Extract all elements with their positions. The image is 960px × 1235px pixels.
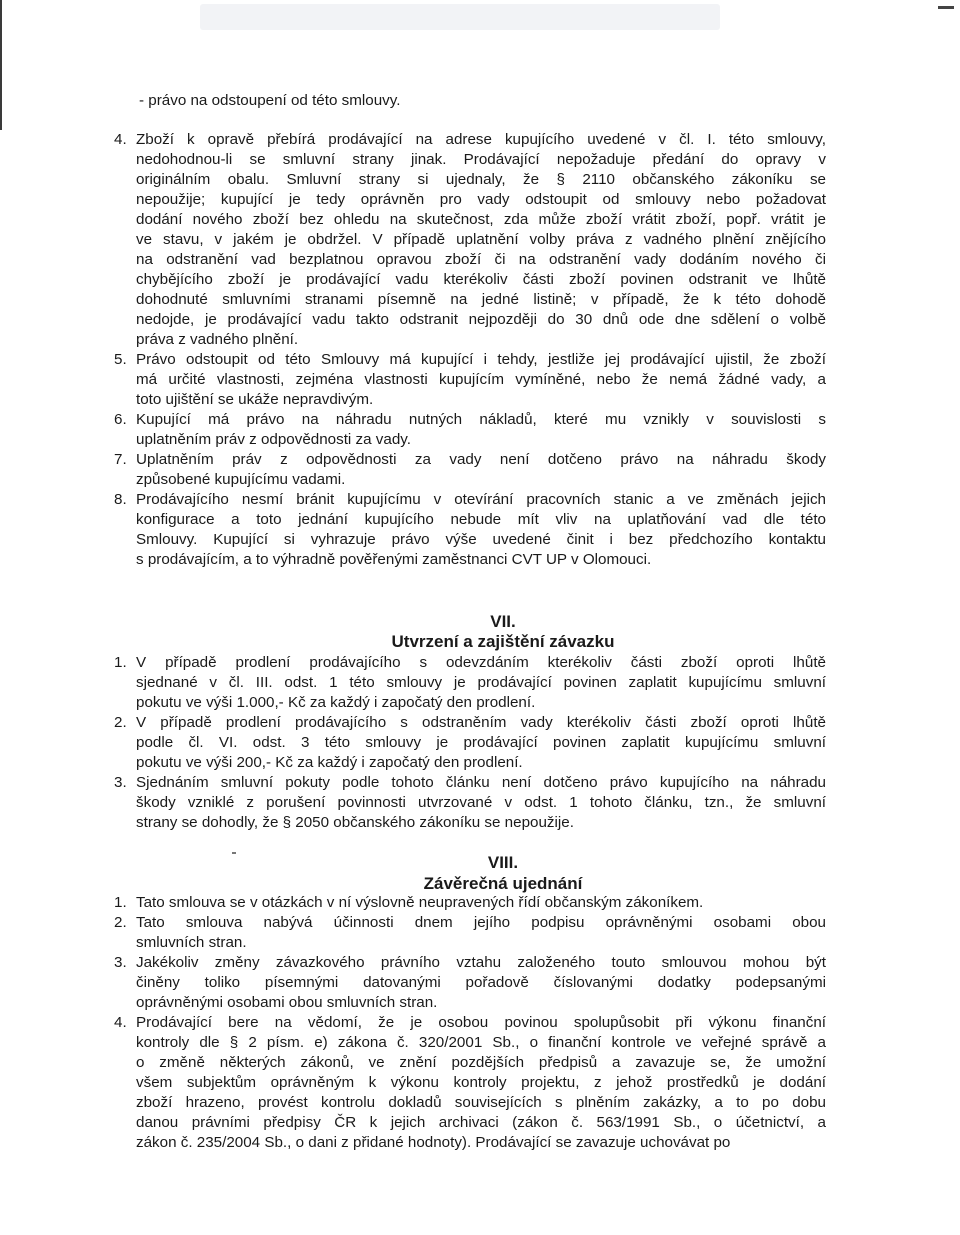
section-vi-item-line: Prodávajícího nesmí bránit kupujícímu v otevírání pracovních stanic a ve změnách jejich [136,491,826,508]
section-viii-item-line: kontroly dle § 2 písm. e) zákona č. 320/2001 Sb., o finanční kontrole ve veřejné správě a [136,1034,826,1051]
section-vi-item-line: práva z vadného plnění. [136,331,299,348]
section-vii-item-number: 2. [114,714,127,731]
section-vii-item-number: 1. [114,654,127,671]
section-vi-item-line: originálním obalu. Smluvní strany si ujednaly, že § 2110 občanského zákoníku se [136,171,826,188]
section-vii-number: VII. [490,612,516,631]
section-vii-item-line: pokutu ve výši 1.000,- Kč za každý i započatý den prodlení. [136,694,536,711]
section-vi-item-line: způsobené kupujícímu vadami. [136,471,346,488]
section-vi-item-line: má určité vlastnosti, zejména vlastnosti kupujícím vymíněné, nebo že nemá žádné vady, a [136,371,826,388]
section-vii-item-line: Sjednáním smluvní pokuty podle tohoto článku není dotčeno právo kupujícího na náhradu [136,774,826,791]
section-viii-item-line: všem subjektům oprávněným k výkonu kontroly projektu, z jehož prostředků je dodání [136,1074,826,1091]
section-viii-item-line: činěny toliko písemnými datovanými pořadově číslovanými dodatky podepsanými [136,974,826,991]
section-vi-item-line: uplatněním práv z odpovědnosti za vady. [136,431,411,448]
section-vi-item-number: 5. [114,351,127,368]
section-vi-item-line: Právo odstoupit od této Smlouvy má kupující i tehdy, jestliže jej prodávající ujistil, že zboží [136,351,826,368]
section-vi-item-line: nedojde, je prodávající vadu takto odstranit nejpozději do 30 dnů ode dne sdělení o volbě [136,311,826,328]
section-vii-item-line: strany se dohodly, že § 2050 občanského zákoníku se nepoužije. [136,814,574,831]
section-viii-title: Závěrečná ujednání [423,874,583,893]
section-viii-item-line: danou právními předpisy ČR k jejich archivaci (zákon č. 563/1991 Sb., o účetnictví, a [136,1114,826,1131]
section-vi-item-number: 8. [114,491,127,508]
section-vii-item-line: sjednané v čl. III. odst. 1 této smlouvy je prodávající povinen zaplatit kupujícímu smluvní [136,674,826,691]
section-viii-item-number: 1. [114,894,127,911]
section-viii-item-line: Prodávající bere na vědomí, že je osobou povinou spolupůsobit při výkonu finanční [136,1014,826,1031]
section-vii-item-line: V případě prodlení prodávajícího s odstraněním vady kterékoliv části zboží oproti lhůtě [136,714,826,731]
section-viii-item-number: 3. [114,954,127,971]
section-vi-item-line: Uplatněním práv z odpovědnosti za vady není dotčeno právo na náhradu škody [136,451,826,468]
section-viii-item-number: 4. [114,1014,127,1031]
section-vi-item-line: dodání nového zboží bez ohledu na skutečnost, zda může zboží vrátit zboží, popř. vrátit je [136,211,826,228]
section-vi-item-line: toto ujištění se ukáže nepravdivým. [136,391,374,408]
section-vi-item-line: nedohodnou-li se smluvní strany jinak. Prodávající nepožaduje předání do opravy v [136,151,826,168]
section-vi-item-line: Smlouvy. Kupující si vyhrazuje právo výše uvedené činit i bez předchozího kontaktu [136,531,826,548]
section-vii-item-line: V případě prodlení prodávajícího s odevzdáním kterékoliv části zboží oproti lhůtě [136,654,826,671]
section-vii-item-line: škody vzniklé z porušení povinnosti utvrzované v odst. 1 tohoto článku, tzn., že smluvní [136,794,826,811]
section-vii-item-line: podle čl. VI. odst. 3 této smlouvy je prodávající povinen zaplatit kupujícímu smluvní [136,734,826,751]
section-viii-item-line: oprávněnými osobami obou smluvních stran. [136,994,438,1011]
section-viii-item-line: zboží hrazeno, provést kontrolu dokladů souvisejících s plněním zakázky, a to po dobu [136,1094,826,1111]
section-vi-item-line: Zboží k opravě přebírá prodávající na adrese kupujícího uvedené v čl. I. této smlouvy, [136,131,826,148]
section-vi-item-line: chybějícího zboží je prodávající vadu kterékoliv části zboží povinen odstranit ve lhůtě [136,271,826,288]
section-vi-item-number: 4. [114,131,127,148]
section-viii-item-line: Tato smlouva nabývá účinnosti dnem jejího podpisu oprávněnými osobami obou [136,914,826,931]
section-vi-item-line: na odstranění vad bezplatnou opravou zboží či na odstranění vady dodáním nového či [136,251,826,268]
section-viii-item-line: zákon č. 235/2004 Sb., o dani z přidané hodnoty). Prodávající se zavazuje uchovávat po [136,1134,731,1151]
section-vi-item-line: ve stavu, v jakém je obdržel. V případě uplatnění volby práva z vadného plnění znějícího [136,231,826,248]
section-vi-item-line: s prodávajícím, a to výhradně pověřenými zaměstnanci CVT UP v Olomouci. [136,551,652,568]
section-viii-item-line: smluvních stran. [136,934,247,951]
section-vi-item-line: nepoužije; kupující je tedy oprávněn pro vady odstoupit od smlouvy nebo požadovat [136,191,826,208]
section-vi-item-line: dohodnuté smluvními stranami písemně na jedné listině; v případě, že k této dohodě [136,291,826,308]
section-vii-title: Utvrzení a zajištění závazku [391,632,615,651]
section-vi-item-line: konfigurace a toto jednání kupujícího nebude mít vliv na uplatňování vad dle této [136,511,826,528]
section-vi-item-number: 7. [114,451,127,468]
section-vi-item-line: Kupující má právo na náhradu nutných nákladů, které mu vznikly v souvislosti s [136,411,826,428]
section-viii-item-number: 2. [114,914,127,931]
section-viii-item-line: Jakékoliv změny závazkového právního vztahu založeného touto smlouvou mohou být [136,954,826,971]
section-viii-item-line: o změně některých zákonů, ve znění pozdějších předpisů a zavazuje se, že umožní [136,1054,826,1071]
intro-item: - právo na odstoupení od této smlouvy. [139,92,401,109]
section-vii-item-line: pokutu ve výši 200,- Kč za každý i započatý den prodlení. [136,754,523,771]
section-viii-item-line: Tato smlouva se v otázkách v ní výslovně neupravených řídí občanským zákoníkem. [136,894,704,911]
section-vii-item-number: 3. [114,774,127,791]
section-vi-item-number: 6. [114,411,127,428]
section-viii-number: VIII. [487,853,519,872]
